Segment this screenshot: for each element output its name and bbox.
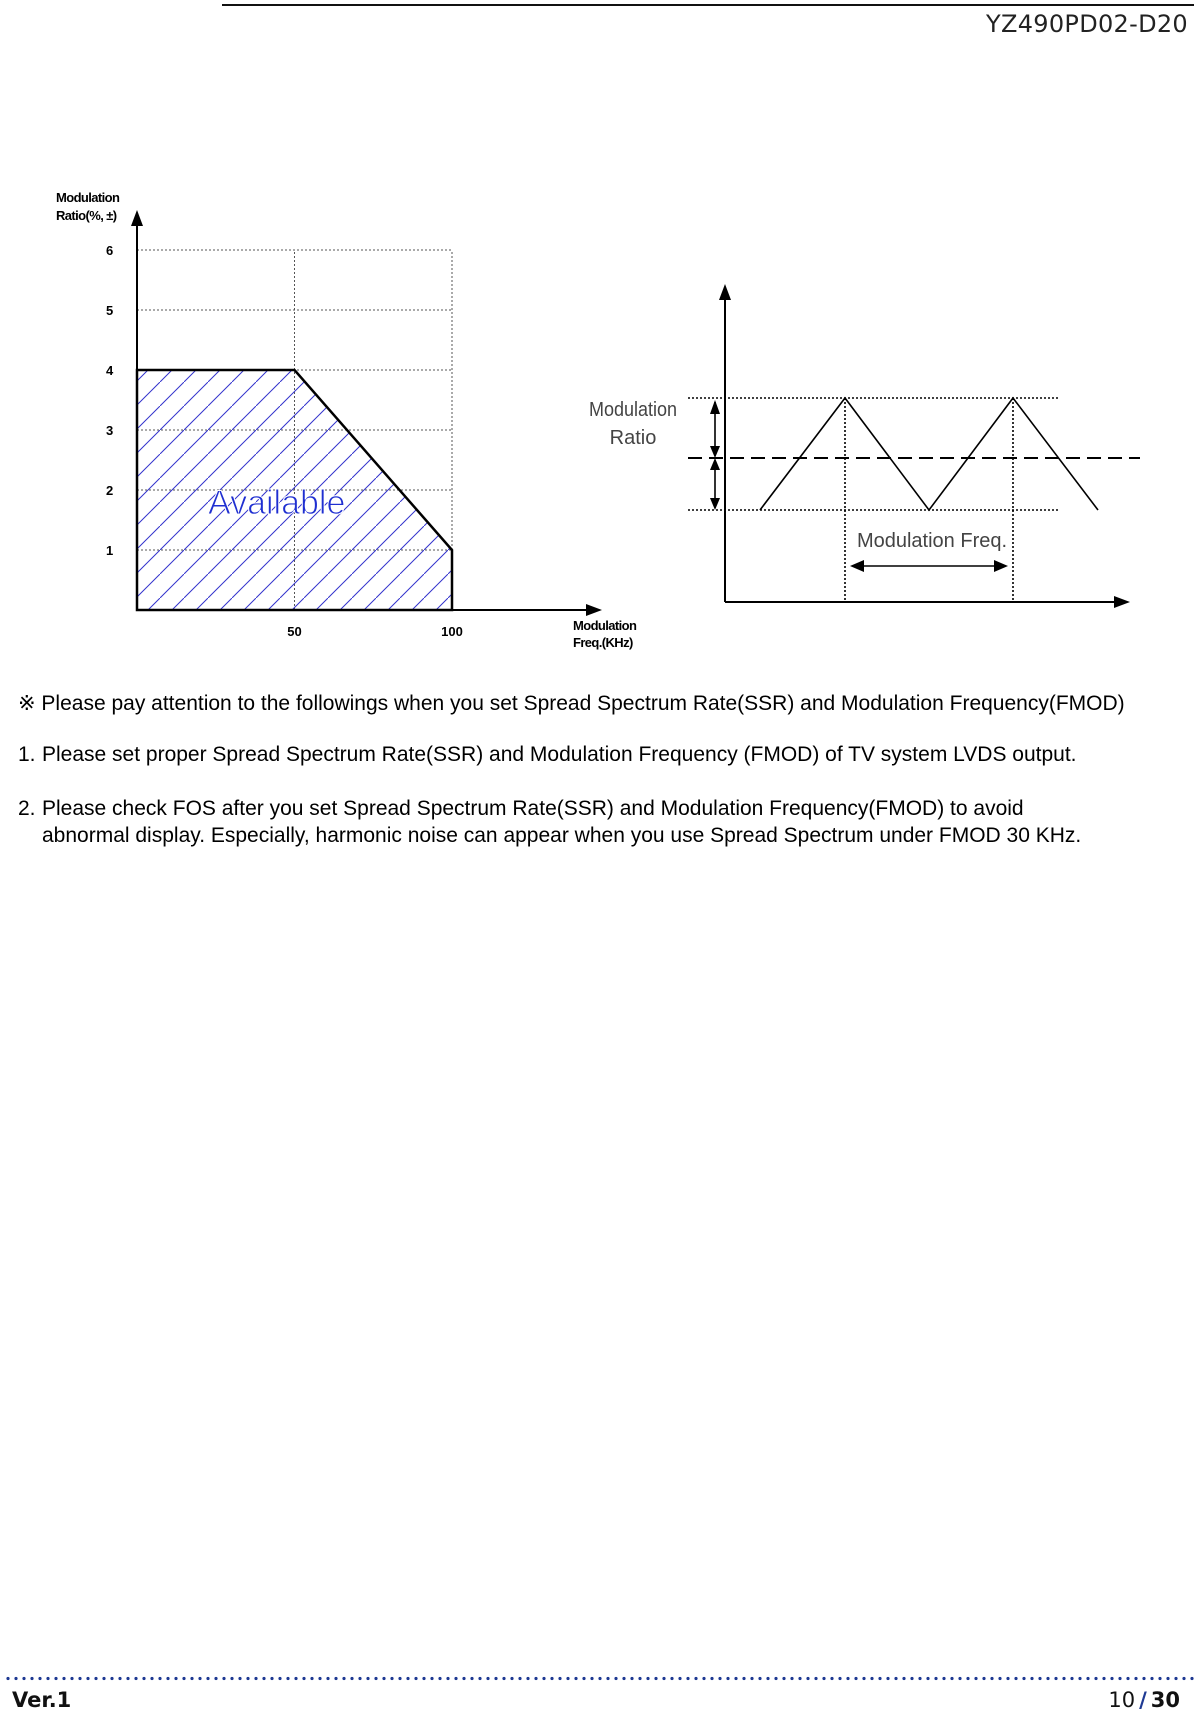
ratio-label-line1: Modulation [588, 399, 678, 422]
ratio-arrow-lower-tail [710, 498, 720, 510]
notes-section [18, 690, 1198, 876]
ratio-arrow-upper-tail [710, 446, 720, 458]
notes-intro: ※ Please pay attention to the followings when you set Spread Spectrum Rate(SSR) and Modulation Frequency(FMOD) [18, 692, 1125, 715]
footer-page-number [1108, 1688, 1180, 1712]
x-axis-label-line1: Modulation [573, 618, 637, 633]
list-item-text: Please check FOS after you set Spread Spectrum Rate(SSR) and Modulation Frequency(FMOD) to avoid abnormal display. Especially, harmonic noise can appear when you use Spread Spectrum under FMOD 30 KHz. [42, 797, 1082, 847]
x-tick-label: 50 [287, 624, 302, 639]
modulation-availability-chart [40, 190, 660, 660]
y-axis-label-line1: Modulation [56, 190, 120, 205]
waveform-x-axis-arrow [1114, 596, 1130, 608]
list-item [18, 795, 1198, 849]
current-page: 10 [1108, 1688, 1136, 1712]
document-id: YZ490PD02-D20 [986, 10, 1188, 38]
waveform-y-axis-arrow [719, 284, 731, 300]
freq-label: Modulation Freq. [856, 530, 1008, 552]
list-item-number: 1. [18, 743, 36, 766]
y-axis-label-line2: Ratio(%, ±) [56, 208, 117, 223]
freq-arrow-right-head [994, 560, 1008, 572]
total-pages: 30 [1150, 1688, 1180, 1712]
modulation-waveform-diagram [570, 270, 1170, 630]
y-tick-label: 5 [106, 303, 114, 318]
y-tick-label: 6 [106, 243, 114, 258]
triangle-waveform [760, 398, 1098, 510]
list-item-text: Please set proper Spread Spectrum Rate(SSR) and Modulation Frequency (FMOD) of TV system LVDS output. [42, 743, 1077, 766]
y-tick-label: 2 [106, 483, 114, 498]
list-item [18, 741, 1198, 768]
footer-version: Ver.1 [12, 1688, 72, 1712]
y-tick-label: 3 [106, 423, 114, 438]
page-separator: / [1139, 1688, 1147, 1712]
header-rule [222, 4, 1194, 6]
ratio-label-line2: Ratio [609, 427, 657, 449]
ratio-arrow-upper-head [710, 400, 720, 414]
available-region-label: Available [208, 484, 346, 522]
ratio-arrow-lower-head [710, 458, 720, 470]
y-tick-label: 4 [106, 363, 114, 378]
y-axis-arrow [131, 210, 143, 226]
freq-arrow-left-head [850, 560, 864, 572]
x-tick-label: 100 [441, 624, 463, 639]
list-item-number: 2. [18, 797, 36, 820]
y-tick-label: 1 [106, 543, 114, 558]
footer-rule [4, 1676, 1194, 1681]
x-axis-label-line2: Freq.(KHz) [573, 635, 633, 650]
